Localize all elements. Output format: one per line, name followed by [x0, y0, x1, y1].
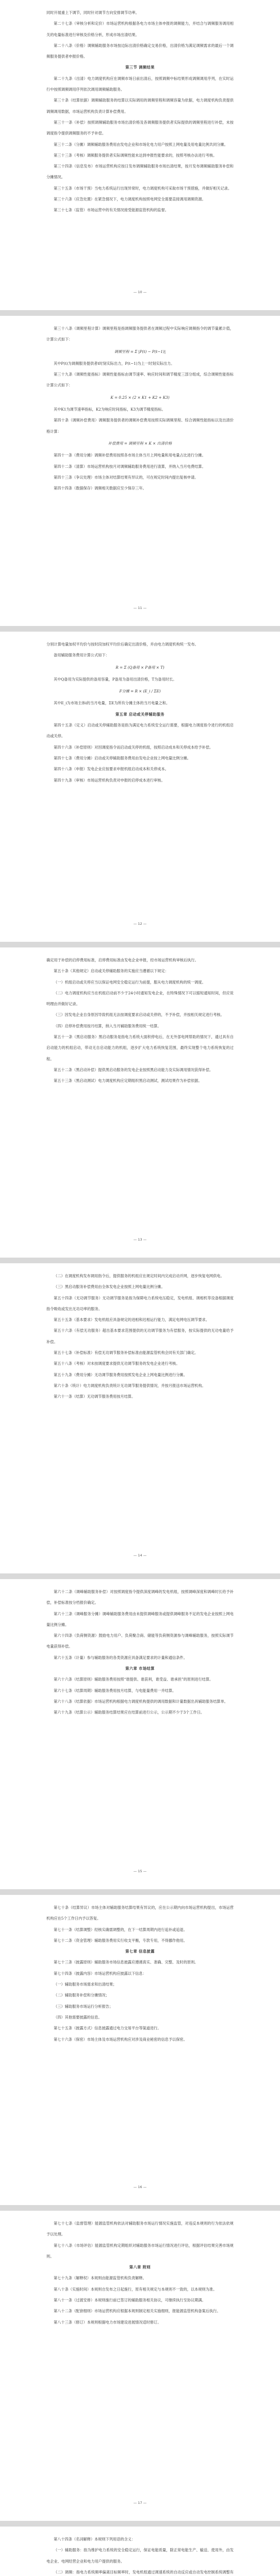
page-body-text: [46, 1586, 234, 1718]
paragraph: 第二十九条（出清）电力调度机构应在调频市场日前出清后，按照调频中标结果形成调频调用序列，在实时运行中按照调频调用序列依次调用调频辅助服务。: [46, 76, 234, 92]
paragraph: 第五十二条（黑启动补偿）提供黑启动服务的发电企业按照黑启动能力及实际调用情况获得补偿。: [54, 1067, 213, 1072]
paragraph: 第七十二条（资金管理）辅助服务费用实行收支平衡，专款专用，不得挪作他用。: [54, 1938, 187, 1943]
paragraph: （二）调频：指电力系统频率偏离目标频率时，发电机组通过调速系统的自动反应或自动发电控制系统调整有: [54, 2569, 234, 2574]
paragraph: 第四十四条（数据保存）调频相关数据应至少保存三年。: [54, 486, 146, 491]
page-body-text: [46, 1902, 234, 2045]
paragraph: 第三十八条（调频里程计算）调频里程是指调频服务提供者在调频过程中实际响应调频指令的调节量累计值，计算公式如下：: [46, 326, 234, 342]
paragraph: 第六十三条（调峰服务分摊）调峰辅助服务费用由未提供调峰服务或提供调峰服务不足的发电企业按照上网电量比例分摊。: [46, 1611, 234, 1627]
paragraph: 第六十九条（结算公示）辅助服务结算结果应在结算前进行公示，公示期不少于3个工作日。: [54, 1710, 205, 1715]
paragraph: 第三十条（结算依据）调频辅助服务的结算以实际调用的调频里程和调频容量为依据，电力调度机构负责提供调频调用数据，市场运营机构负责计算补偿费用。: [46, 98, 234, 114]
paragraph: 第七十七条（监督管理）能源监管机构依法对辅助服务市场运行情况实施监管，对违反本规则的行为依法依规予以处理。: [46, 2221, 234, 2237]
paragraph: 第三十九条（调频性能指标）调频性能指标由调节速率、响应时间和调节精度三部分组成，综合调频性能指标计算公式如下：: [46, 372, 234, 388]
formula: R = Σ (Q备用 × P备用 × T): [116, 665, 164, 670]
paragraph: 第六十二条（调峰辅助服务补偿）对按照调度指令提供深度调峰的发电机组，按照调峰深度和调峰时长给予补偿，补偿标准按分档报价确定。: [46, 1589, 234, 1605]
paragraph: （四）启停补偿费用按月结算，纳入当月辅助服务费用统一结算。: [54, 1023, 161, 1028]
paragraph: 第七十九条（解释权）本规则由能源监管机构负责解释。: [54, 2276, 146, 2281]
paragraph: （二）辅助服务补偿和分摊情况；: [54, 1993, 109, 1998]
section-heading: 第三节 调频结果: [125, 65, 155, 70]
paragraph: 第五十八条（考核）对未按调度要求提供无功调节服务的发电企业进行考核。: [54, 1361, 180, 1366]
document-page: [0, 1895, 280, 2205]
document-page: [0, 0, 280, 310]
paragraph: 其中Q备用为实际提供的备用容量，P备用为备用出清价格，T为备用时长。: [54, 676, 177, 682]
page-number: — 16 —: [133, 2185, 147, 2189]
paragraph: 第四十七条（费用分摊）启动或关停辅助服务费用由发电企业按上网电量比例分摊。: [54, 755, 191, 760]
paragraph: 第六十六条（结算原则）辅助服务费用按照“谁提供、谁获利，谁受益、谁承担”的原则进行结算。: [54, 1677, 213, 1682]
paragraph: 第四十五条（定义）启动或关停辅助服务是指为满足电力系统安全运行需要，根据电力调度指令进行的机组启动或关停。: [46, 723, 234, 739]
paragraph: 第二十八条（价格）调频辅助服务市场按边际出清价格确定交易价格，出清价格为满足调频需求的最后一个调频服务提供者申报价格。: [46, 43, 234, 59]
paragraph: 第五十六条（有偿无功服务）超出基本要求范围提供的无功调节服务为有偿服务，按实际提供的无功电量给予补偿。: [46, 1328, 234, 1344]
paragraph: （三）因发电企业自身原因导致机组无法按调度要求启动或关停的，不予补偿，并按相关规定进行考核。: [54, 1012, 224, 1018]
paragraph: 第七十条（结算异议）市场主体对辅助服务结算结果有异议的，应在公示期内向市场运营机构提出，市场运营机构应在5个工作日内予以答复。: [46, 1905, 234, 1921]
formula: 补偿费用 = 调频里程 × K × 出清价格: [108, 440, 172, 446]
document-page: [0, 2211, 280, 2521]
paragraph: 备用辅助服务费用计算公式如下：: [54, 653, 109, 658]
paragraph: 分别计算电量加权平均价与按时段加权平均价后确定出清价格，并由电力调度机构统一发布。: [46, 642, 199, 647]
section-heading: 第七章 信息披露: [125, 1949, 155, 1954]
paragraph: 第七十六条（保密）市场主体及市场运营机构应对涉及商业秘密的信息予以保密。: [54, 2037, 187, 2042]
page-number: — 12 —: [133, 922, 147, 926]
page-number: — 13 —: [133, 1238, 147, 1242]
document-page: [0, 316, 280, 626]
paragraph: 第六十七条（结算周期）辅助服务费用按月结算，与电能量费用一并结算。: [54, 1688, 176, 1693]
document-page: [0, 1579, 280, 1889]
paragraph: 第三十七条（监管）市场运营中的有关情况接受能源监管机构的监督。: [54, 208, 169, 213]
paragraph: 第五十四条（无功调节服务）无功调节服务是指为保障电力系统电压稳定，发电机组、调相机等设备根据调度指令吸收或发出无功功率的服务。: [46, 1295, 234, 1311]
page-body-text: [46, 323, 234, 494]
paragraph: （一）机组启动或关停应当以保证电网安全稳定运行为前提，服从电力调度机构的统一调度。: [54, 979, 206, 985]
section-heading: 第六章 市场结算: [125, 1666, 155, 1671]
paragraph: 第三十四条（信息发布）市场运营机构应按日发布调频辅助服务市场出清结果，按月发布调频辅助服务补偿和分摊情况。: [46, 164, 234, 180]
paragraph: 第三十五条（市场干预）当电力系统运行出现异常时，电力调度机构可采取市场干预措施，并做好相关记录。: [54, 185, 232, 191]
paragraph: 第五十一条（黑启动服务）黑启动服务是指电力系统大面积停电后，在无外部电网帮助的情况下，通过具有自启动能力的机组启动，带动无自启动能力的机组，逐步扩大电力系统恢复范围，最终实现整个电力系统恢复的过程。: [46, 1035, 234, 1061]
paragraph: 第四十九条（审核）市场运营机构负责对申报的启停成本进行审核。: [54, 777, 165, 783]
page-number: — 14 —: [133, 1553, 147, 1557]
formula: 调频里程 = Σ |P(t) − P(t−1)|: [114, 349, 166, 354]
paragraph: 第六十一条（结算）无功调节服务费用按月结算。: [54, 1394, 136, 1399]
paragraph: 第七十四条（披露内容）市场运营机构应披露以下信息：: [54, 1971, 146, 1976]
paragraph: 同时开展重上下调节，同时针对调节方向安排调节功率。: [46, 10, 139, 15]
page-number: — 15 —: [133, 1869, 147, 1873]
paragraph: 第六十八条（结算依据）市场运营机构根据电力调度机构提供的调用数据和计量数据出具辅助服务结算单。: [54, 1699, 228, 1704]
page-body-text: [46, 639, 234, 786]
paragraph: 第五十三条（黑启动测试）电力调度机构应定期组织黑启动测试，测试结果作为补偿依据。: [54, 1078, 202, 1083]
paragraph: 第五十七条（补偿标准）有偿无功调节服务补偿标准由能源监管机构会同有关部门确定。: [54, 1350, 199, 1355]
paragraph: 第四十三条（争议处理）市场主体对结算结果有异议的，可在规定时间内提出复核申请。: [54, 474, 199, 480]
paragraph: （一）辅助服务市场需求和出清结果；: [54, 1982, 117, 1987]
paragraph: 第五十九条（费用分摊）无功调节服务费用按照发电企业上网电量比例进行分摊。: [54, 1372, 187, 1377]
formula: F分摊 = R × (E_i / ΣE): [119, 689, 161, 694]
paragraph: 第六十四条（负荷侧资源）鼓励电力用户、负荷聚合商、储能等负荷侧资源参与调峰辅助服务，按照实际调节电量获得补偿。: [46, 1633, 234, 1649]
paragraph: 第八十条（实施时间）本规则自发布之日起施行，原有相关规定与本规则不一致的，以本规则为准。: [54, 2286, 217, 2292]
paragraph: 第四十条（调频补偿费用）调频服务提供者的调频补偿费用按照实际调频里程、综合调频性能指标以及出清价格计算：: [46, 418, 234, 434]
paragraph: 第三十六条（应急处置）在紧急情况下，电力调度机构按照电网安全需要直接调用调频资源。: [54, 197, 206, 202]
paragraph: 第三十三条（考核）调频服务提供者实际调频性能未达到申报性能要求的，按照考核办法进行考核。: [54, 152, 217, 158]
document-page: [0, 2527, 280, 2576]
paragraph: 第七十八条（市场评估）能源监管机构定期组织对辅助服务市场运行情况进行评估，根据评估结果完善市场规则。: [46, 2243, 234, 2259]
paragraph: 第六十五条（计量）参与辅助服务的各类资源应具备满足要求的计量和通信条件。: [54, 1655, 187, 1660]
page-body-text: [46, 2218, 234, 2328]
page-number: — 11 —: [133, 606, 147, 610]
page-number: — 10 —: [133, 290, 147, 294]
paragraph: 第八十一条（过渡安排）本规则施行前已签订的辅助服务相关协议，可继续执行至协议期满。: [54, 2298, 206, 2303]
paragraph: 第七十一条（结算调整）经核实确需调整的，在下一结算周期内进行追补或追退。: [54, 1927, 187, 1932]
paragraph: 其中K1为调节速率指标，K2为响应时间指标，K3为调节精度指标。: [54, 407, 166, 412]
paragraph: （一）辅助服务：指为维护电力系统的安全稳定运行，保证电能质量，除正常电能生产、输送、使用外，由发电企业、电网经营企业和电力用户提供的服务。: [46, 2548, 234, 2564]
paragraph: 确定用于补偿的启停费用标准，启停费用标准由发电企业申报，经市场运营机构审核后执行。: [46, 958, 199, 962]
paragraph: 第七十五条（披露方式）信息披露通过电力交易平台等渠道进行。: [54, 2026, 161, 2031]
paragraph: （四）其他需要披露的信息。: [54, 2014, 102, 2020]
paragraph: 第四十八条（申报）发电企业应按要求申报机组启动成本和关停成本。: [54, 767, 169, 772]
paragraph: 第八十三条（修订）本规则根据电力市场建设进展情况适时修订。: [54, 2319, 161, 2325]
page-body-text: [46, 1270, 234, 1402]
page-body-text: [46, 7, 234, 216]
paragraph: 第四十一条（费用分摊）调频补偿费用按照各市场主体当月上网电量和用电量占比进行分摊。: [54, 453, 206, 458]
document-page: [0, 1263, 280, 1573]
paragraph: 第四十二条（清算）市场运营机构按月对调频辅助服务费用进行清算，并纳入当月电费结算。: [54, 464, 206, 469]
paragraph: 其中E_i为市场主体i的当月电量，ΣE为所有分摊主体的当月电量之和。: [54, 701, 170, 706]
document-page: [0, 947, 280, 1258]
paragraph: 第二十七条（审核分析和定价）市场运营机构根据各电力市场主体申报的调频能力，并结合与调频服务调用相关的电量标准进行审核及价格分析，形成市场出清结果。: [46, 21, 234, 37]
paragraph: （三）辅助服务市场运行分析报告；: [54, 2004, 113, 2009]
document-page: [0, 632, 280, 942]
paragraph: 第六十条（统计）电力调度机构负责统计无功调节服务提供情况，并按月报送市场运营机构。: [54, 1383, 206, 1388]
paragraph: 第三十二条（分摊）调频辅助服务费用由发电企业和市场化电力用户按照上网电量及用电量比例共同分摊。: [54, 142, 228, 147]
page-body-text: [46, 2534, 234, 2576]
paragraph: （二）电力调度机构应当在机组启动前不少于24小时通知发电企业，在特殊情况下可以缩短通知时间，但应说明理由并做好记录。: [46, 990, 234, 1007]
paragraph: 第五十条（其他规定）启动或关停辅助服务的实施应当遵循以下规定：: [54, 969, 169, 974]
paragraph: 第八十二条（配套细则）市场运营机构应根据本规则制定相关实施细则，报能源监管机构备案后执行。: [54, 2309, 221, 2314]
paragraph: （二）在调度机构发布调用指令后，提供服务的机组应在规定时间内完成启动并网，逐步恢复电网供电。: [54, 1274, 224, 1278]
paragraph: （三）黑启动服务补偿费用由全体发电企业按照上网电量比例分摊。: [54, 1284, 165, 1290]
formula: K = 0.25 × (2 × K1 + K2 + K3): [110, 395, 170, 400]
paragraph: 其中P(t)为调频服务提供者t时刻实际出力，P(t−1)为上一时刻实际出力。: [54, 361, 175, 366]
section-heading: 第八章 附则: [129, 2265, 151, 2270]
section-heading: 第五章 启动或关停辅助服务: [115, 711, 165, 717]
paragraph: 第四十六条（补偿原则）对因调度指令而启动或关停的机组，按照启动成本和关停成本给予补偿。: [54, 744, 213, 750]
paragraph: 第八十四条（名词解释）本规则下列用语的含义：: [54, 2537, 136, 2541]
paragraph: 第三十一条（补偿）按照调频辅助服务市场出清价格及各调频服务提供者实际提供的调频里程进行补偿，未按调度指令提供调频服务的不予补偿。: [46, 120, 234, 136]
paragraph: 第五十五条（基本要求）发电机组应具备规定的进相和迟相运行能力，满足电网电压调节要求。: [54, 1317, 209, 1323]
paragraph: 第七十三条（披露原则）辅助服务市场信息披露应遵循真实、准确、完整、及时的原则。: [54, 1960, 199, 1965]
page-number: — 17 —: [133, 2501, 147, 2505]
page-body-text: [46, 955, 234, 1087]
